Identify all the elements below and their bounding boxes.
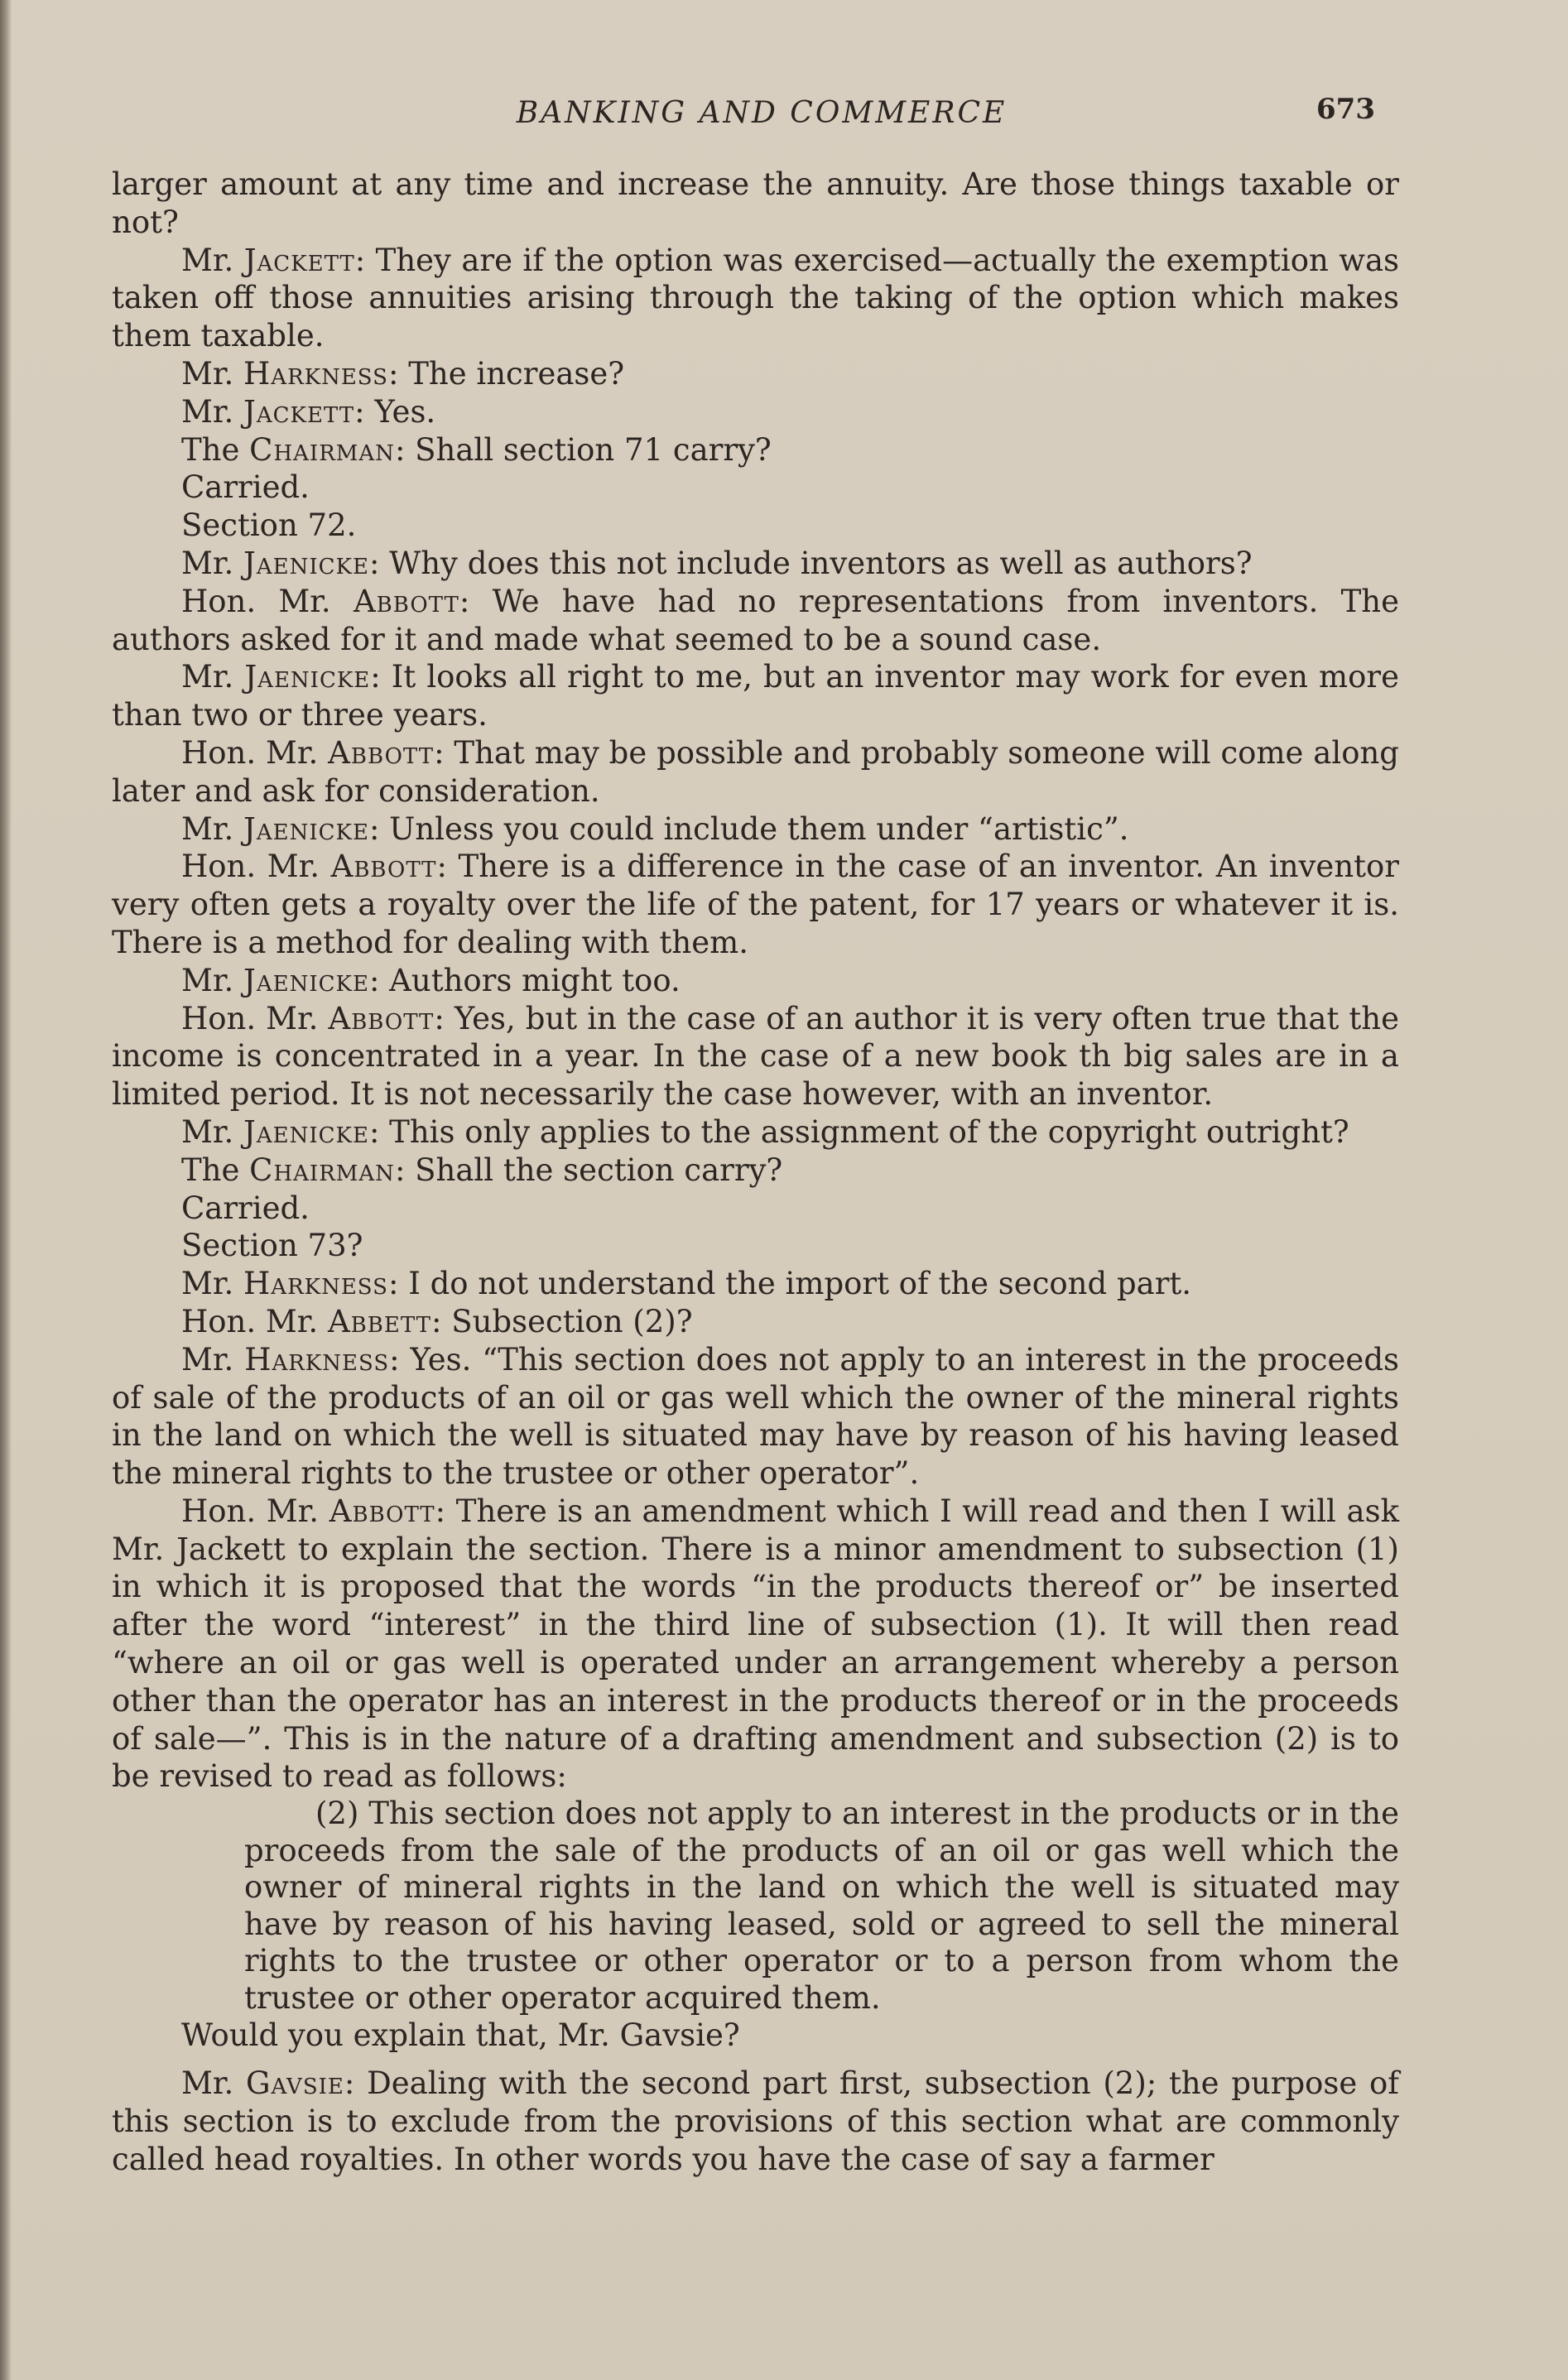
speech-paragraph (112, 734, 1399, 810)
text-run: : There is an amendment which I will read and then I will ask Mr. Jackett to explain the section. There is a minor amendment to subsection (1) in which it is proposed that the words “in the products thereof or” be inserted after the word “interest” in the third line of subsection (1). It will then read “where an oil or gas well is operated under an arrangement whereby a person other than the operator has an interest in the products thereof or in the proceeds of sale—”. This is in the nature of a drafting amendment and subsection (2) is to be revised to read as follows: (112, 1493, 1399, 1795)
procedural-line (112, 2017, 1399, 2055)
speech-paragraph (112, 355, 1399, 393)
speaker-name: Harkness (243, 355, 388, 392)
speech-paragraph (112, 2065, 1399, 2178)
speech-paragraph (112, 393, 1399, 431)
speaker-name: Harkness (243, 1266, 388, 1302)
speech-paragraph (112, 1000, 1399, 1113)
text-run: Mr. (181, 393, 244, 430)
speaker-name: Gavsie (246, 2065, 344, 2102)
text-run: Hon. Mr. (181, 734, 329, 771)
procedural-line (112, 1227, 1399, 1265)
text-run: Section 73? (181, 1228, 363, 1264)
text-run: The (181, 431, 250, 468)
speech-paragraph (112, 1113, 1399, 1152)
speaker-name: Jaenicke (243, 1113, 369, 1150)
procedural-line (112, 469, 1399, 507)
text-run: Mr. (181, 2065, 246, 2102)
speaker-name: Jackett (243, 393, 355, 430)
quoted-subsection (244, 1796, 1399, 2017)
speech-paragraph (112, 848, 1399, 961)
text-run: : Yes. (354, 393, 436, 430)
text-run: Hon. Mr. (181, 583, 354, 619)
text-run: : Dealing with the second part first, subsection (2); the purpose of this section is to exclude from the provisions of this section what are commonly called head royalties. In other words you have the case of say a farmer (112, 2065, 1399, 2177)
paragraph-continued (112, 166, 1399, 242)
speech-paragraph (112, 1493, 1399, 1796)
text-run: Mr. (181, 242, 244, 278)
speaker-name: Abbott (328, 734, 435, 771)
speech-paragraph (112, 1152, 1399, 1190)
page-number: 673 (1316, 93, 1375, 126)
speaker-name: Jaenicke (243, 962, 369, 998)
text-run: Mr. (181, 1266, 244, 1302)
text-run: : The increase? (387, 355, 625, 392)
speaker-name: Chairman (249, 431, 395, 468)
speaker-name: Chairman (249, 1152, 395, 1188)
procedural-line (112, 1190, 1399, 1228)
text-run: : We have had no representations from inventors. The authors asked for it and made what seemed to be a sound case. (112, 583, 1399, 657)
speech-paragraph (112, 1341, 1399, 1493)
speaker-name: Abbott (353, 583, 459, 619)
text-run: Section 72. (181, 507, 357, 544)
transcript-body (112, 166, 1399, 2178)
text-run: Would you explain that, Mr. Gavsie? (181, 2017, 740, 2054)
text-run: Hon. Mr. (181, 849, 331, 885)
speaker-name: Abbett (327, 1303, 432, 1339)
text-run: Hon. Mr. (181, 1303, 328, 1339)
text-run: Carried. (181, 1190, 310, 1226)
text-run: larger amount at any time and increase the annuity. Are those things taxable or not? (112, 166, 1399, 240)
text-run: (2) This section does not apply to an interest in the products or in the proceeds from the sale of the products of an oil or gas well which the owner of mineral rights in the land on which the well is situated may have by reason of his having leased, sold or agreed to sell the mineral rights to the trustee or other operator or to a person from whom the trustee or other operator acquired them. (244, 1796, 1399, 2016)
text-run: Mr. (181, 545, 244, 581)
speech-paragraph (112, 1265, 1399, 1303)
text-run: : Yes, but in the case of an author it is very often true that the income is concentrated in a year. In the case of a new book th big sales are in a limited period. It is not necessarily the case however, with an inventor. (112, 1000, 1399, 1113)
speech-paragraph (112, 810, 1399, 849)
speech-paragraph (112, 962, 1399, 1000)
text-run: : It looks all right to me, but an inventor may work for even more than two or three years. (112, 659, 1400, 733)
speaker-name: Abbott (330, 849, 437, 885)
speaker-name: Jaenicke (243, 545, 369, 581)
text-run: Carried. (181, 469, 310, 506)
text-run: : They are if the option was exercised—actually the exemption was taken off those annuities arising through the taking of the option which makes them taxable. (112, 242, 1399, 354)
speaker-name: Jaenicke (244, 659, 371, 695)
text-run: : Unless you could include them under “artistic”. (368, 810, 1129, 847)
speech-paragraph (112, 242, 1399, 355)
text-run: : I do not understand the import of the second part. (387, 1266, 1192, 1302)
text-run: : There is a difference in the case of an inventor. An inventor very often gets a royalty over the life of the patent, for 17 years or whatever it is. There is a method for dealing with them. (112, 849, 1399, 960)
text-run: Hon. Mr. (181, 1000, 329, 1036)
speech-paragraph (112, 1303, 1399, 1341)
text-run: : Yes. “This section does not apply to an interest in the proceeds of sale of the products of an oil or gas well which the owner of the mineral rights in the land on which the well is situated may have by reason of his having leased the mineral rights to the trustee or other operator”. (112, 1341, 1399, 1492)
speaker-name: Harkness (244, 1341, 390, 1378)
speech-paragraph (112, 583, 1399, 659)
speech-paragraph (112, 431, 1399, 469)
speaker-name: Abbott (329, 1493, 435, 1529)
text-run: : Shall the section carry? (394, 1152, 783, 1188)
text-run: : This only applies to the assignment of the copyright outright? (368, 1113, 1349, 1150)
speaker-name: Abbott (328, 1000, 435, 1036)
speech-paragraph (112, 545, 1399, 583)
text-run: Mr. (181, 962, 244, 998)
text-run: Mr. (181, 810, 244, 847)
text-run: Hon. Mr. (181, 1493, 329, 1529)
text-run: Mr. (181, 1341, 245, 1378)
speech-paragraph (112, 658, 1399, 734)
speaker-name: Jaenicke (243, 810, 369, 847)
text-run: Mr. (181, 1113, 244, 1150)
text-run: : That may be possible and probably someone will come along later and ask for consideration. (112, 734, 1399, 809)
speaker-name: Jackett (243, 242, 355, 278)
text-run: The (181, 1152, 250, 1188)
page-header (0, 93, 1568, 139)
text-run: Mr. (181, 355, 244, 392)
text-run: : Shall section 71 carry? (394, 431, 772, 468)
text-run: : Subsection (2)? (431, 1303, 693, 1339)
text-run: : Authors might too. (368, 962, 681, 998)
running-title: BANKING AND COMMERCE (516, 96, 1008, 130)
text-run: Mr. (181, 659, 245, 695)
text-run: : Why does this not include inventors as well as authors? (368, 545, 1253, 581)
page-binding-edge (0, 0, 12, 2380)
procedural-line (112, 507, 1399, 545)
